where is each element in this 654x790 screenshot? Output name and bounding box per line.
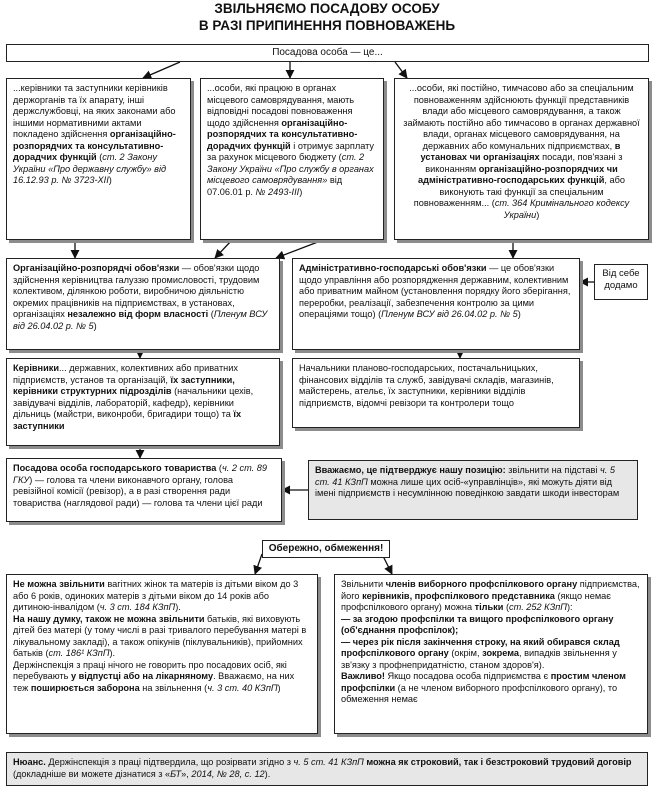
text-run: поширюється заборона xyxy=(30,682,140,693)
editor-note-line-2: додамо xyxy=(604,280,638,291)
text-run: зокрема xyxy=(482,648,520,658)
text-run: — за згодою профспілки та вищого профспілкового органу (об'єднання профспілок); xyxy=(341,613,614,635)
text-run: Керівники xyxy=(13,363,59,373)
text-run: Організаційно-розпорядчі обов'язки xyxy=(13,263,180,273)
nuance-box xyxy=(6,752,648,786)
dismissal-prohibitions-box xyxy=(6,574,318,734)
text-run: від 07.06.01 р. xyxy=(207,175,343,197)
text-run: ). xyxy=(175,602,181,612)
text-run: ( xyxy=(216,463,222,473)
text-run: незалежно від форм власності xyxy=(67,309,209,319)
definition-criminal-code xyxy=(394,78,649,240)
text-run: ...керівники та заступники керівників держорганів та їх апарату, інші держслужбовці, на яких законами або іншими нормативними актами покладено здійснення xyxy=(13,83,176,139)
text-run: ч. 3 ст. 40 КЗпП xyxy=(207,682,278,693)
text-run: — обов'язки щодо здійснення керівництва галуззю промисловості, трудовим колективом, ділянкою роботи, виробничою діяльністю окремих працівників на підприємствах, в установах, організаціях xyxy=(13,263,260,319)
text-run: — через рік після закінчення строку, на який обирався склад профспілкового органу xyxy=(341,636,620,658)
text-run: ч. 5 ст. 41 КЗпП xyxy=(315,465,615,487)
text-run: ч. 3 ст. 184 КЗпП xyxy=(99,602,176,612)
text-run: ). xyxy=(264,768,271,779)
text-run: . Вважаємо, на них теж xyxy=(13,671,295,693)
text-run: Пленум ВСУ від 26.04.02 р. № 5 xyxy=(13,309,268,331)
text-run: і отримує зарплату за рахунок місцевого бюджету ( xyxy=(207,140,375,162)
our-opinion-box xyxy=(308,460,638,520)
text-run: Не можна звільнити xyxy=(13,579,105,589)
arrow-top-to-col3 xyxy=(395,62,407,78)
paragraph xyxy=(341,671,641,706)
text-run: , або виконують такі функції за спеціальним повноваженням... ( xyxy=(413,175,625,208)
department-heads-box xyxy=(292,358,580,428)
editor-note-line-1: Від себе xyxy=(602,268,640,279)
text-run: ) xyxy=(517,309,521,319)
text-run: підприємства, його xyxy=(341,579,640,601)
text-run: 2014, № 28, с. 12 xyxy=(191,768,265,779)
text-run: Якщо посадова особа підприємства є xyxy=(384,671,551,681)
text-run: БТ xyxy=(170,768,182,779)
text-run: Звільнити xyxy=(341,579,386,589)
text-run: Начальники планово-господарських, постачальницьких, фінансових відділів та служб, завідувачі складів, магазинів, майстерень, ательє, їх заступники, керівники відділів підприємств, відомчі ревізори та контролери тощо xyxy=(299,363,554,408)
text-run: організаційно-розпорядчих та консультативно-дорадчих функцій xyxy=(13,129,176,162)
text-run: вагітних жінок та матерів із дітьми віком до 3 або 6 років, одиноких матерів з дітьми віком до 14 років або дитиною-інвалідом ( xyxy=(13,579,299,612)
text-run: На нашу думку, також не можна звільнити xyxy=(13,613,205,624)
organizational-duties-box xyxy=(6,258,280,350)
text-run: Держінспекція з праці нічого не говорить про посадових осіб, які перебувають xyxy=(13,659,287,681)
text-run: ) xyxy=(299,186,303,197)
text-run: ( xyxy=(503,602,510,612)
text-run: ... державних, колективних або приватних підприємств, установ та організацій, xyxy=(13,363,238,385)
text-run: членів виборного профспілкового органу xyxy=(385,579,578,589)
text-run: Адміністративно-господарські обов'язки xyxy=(299,263,487,273)
arrow-top-to-col1 xyxy=(143,62,180,78)
text-run: Пленум ВСУ від 26.04.02 р. № 5 xyxy=(381,309,518,319)
text-run: можна лише цих осіб-«управлінців», які можуть діяти від імені підприємств і несумлінною поведінкою завдати шкоди інвесторам xyxy=(315,476,620,498)
text-run: ст. 2 Закону України «Про державну службу» від 16.12.93 р. № 3723-XII xyxy=(13,152,167,185)
text-run: ст. 252 КЗпП xyxy=(509,602,567,612)
text-run: можна як строковий, так і безстроковий трудовий договір xyxy=(363,757,632,767)
paragraph xyxy=(13,660,311,695)
administrative-duties-box xyxy=(292,258,580,350)
arrow-caution-left xyxy=(255,554,262,574)
text-run: ): xyxy=(566,602,573,612)
caution-label: Обережно, обмеження! xyxy=(268,543,384,554)
text-run: ) xyxy=(277,682,281,693)
text-run: ...особи, які постійно, тимчасово або за спеціальним повноваженням здійснюють функції представників влади або місцевого самоврядування, а також займають постійно або тимчасово в органах державної влади, органах місцевого самоврядування, на державних або комунальних підприємствах, xyxy=(403,83,640,151)
text-run: (якщо немає профспілкового органу) можна xyxy=(341,590,611,612)
text-run: їх заступники, керівники структурних підрозділів xyxy=(13,374,235,396)
definition-local-self-government xyxy=(200,78,384,240)
text-run: організаційно-розпорядчих та консультативно-дорадчих функцій xyxy=(207,117,358,151)
text-run: ( xyxy=(96,152,103,162)
text-run: (окрім, xyxy=(448,648,483,658)
text-run: ( xyxy=(208,309,214,319)
text-run: (а не членом виборного профспілкового органу), то обмеження немає xyxy=(341,682,618,704)
text-run: (докладніше ви можете дізнатися з « xyxy=(13,768,171,779)
text-run: ст. 364 Кримінального кодексу України xyxy=(494,198,630,220)
text-run: Вважаємо, це підтверджує нашу позицію: xyxy=(315,465,506,475)
text-run: — це обов'язки щодо управління або розпорядження державним, колективним або приватним майном (установлення порядку його зберігання, переробки, реалізації, забезпечення контролю за цими операціями тощо) ( xyxy=(299,263,571,319)
paragraph xyxy=(341,637,641,672)
text-run: Важливо! xyxy=(341,671,385,681)
text-run: ) xyxy=(93,320,97,331)
text-run: ) — голова та члени виконавчого органу, голова ревізійної комісії (ревізор), а в разі створення ради товариства (наглядової ради) — голова та члени цієї ради xyxy=(13,474,263,508)
arrow-col3-to-org xyxy=(276,240,323,258)
arrow-col2-to-org xyxy=(215,240,232,258)
text-run: ) xyxy=(108,175,112,185)
text-run: », xyxy=(181,768,192,779)
text-run: № 2493-III xyxy=(255,186,300,197)
text-run: (начальники цехів, завідувачі відділів, лабораторій, кафедр), керівники дільниць (майстри, виконроби, бригадири тощо) та xyxy=(13,386,254,419)
text-run: Нюанс. xyxy=(13,757,46,767)
text-run: їх заступники xyxy=(13,409,242,431)
official-definition-label: Посадова особа — це... xyxy=(272,47,383,58)
text-run: в установах чи організаціях xyxy=(420,140,621,162)
text-run: Посадова особа господарського товариства xyxy=(13,463,217,473)
company-official-box xyxy=(6,458,282,522)
text-run: керівників, профспілкового представника xyxy=(362,590,555,601)
text-run: Держінспекція з праці підтвердила, що розірвати згідно з xyxy=(45,757,294,767)
paragraph xyxy=(13,614,311,660)
text-run: простим членом профспілки xyxy=(341,671,626,693)
text-run: у відпустці або на лікарняному xyxy=(70,671,214,681)
paragraph xyxy=(341,614,641,637)
text-run: ст. 2 Закону України «Про службу в органах місцевого самоврядування» xyxy=(207,152,374,185)
text-run: ). xyxy=(109,648,116,658)
caution-header xyxy=(262,540,390,558)
text-run: ч. 2 ст. 89 ГКУ xyxy=(13,463,267,485)
definition-civil-servants xyxy=(6,78,191,240)
paragraph xyxy=(341,579,641,614)
trade-union-restrictions-box xyxy=(334,574,648,734)
paragraph xyxy=(13,579,311,614)
text-run: ) xyxy=(536,209,540,220)
text-run: , випадків звільнення у зв'язку з профнепридатністю, станом здоров'я). xyxy=(341,648,617,670)
leaders-box xyxy=(6,358,280,446)
text-run: посади, пов'язані з виконанням xyxy=(425,152,623,174)
title-line-2: В РАЗІ ПРИПИНЕННЯ ПОВНОВАЖЕНЬ xyxy=(198,18,456,33)
text-run: ч. 5 ст. 41 КЗпП xyxy=(293,757,364,767)
text-run: ст. 186¹ КЗпП xyxy=(48,648,110,658)
text-run: ...особи, які працюю в органах місцевого самоврядування, мають відповідні посадові повноваження щодо здійснення xyxy=(207,83,355,128)
text-run: батьків, які виховують дітей без матері (у тому числі в разі тривалого перебування матері в лікувальному закладі), а також опікунів (піклувальників), прийомних батьків ( xyxy=(13,613,307,658)
editor-note-box xyxy=(594,264,648,300)
text-run: звільнити на підставі xyxy=(505,465,601,475)
text-run: тільки xyxy=(474,602,504,612)
title-line-1: ЗВІЛЬНЯЄМО ПОСАДОВУ ОСОБУ xyxy=(214,1,440,16)
official-definition-header xyxy=(6,44,649,62)
text-run: організаційно-розпорядчих чи адміністративно-господарських функцій xyxy=(418,163,618,185)
text-run: на звільнення ( xyxy=(139,682,208,693)
